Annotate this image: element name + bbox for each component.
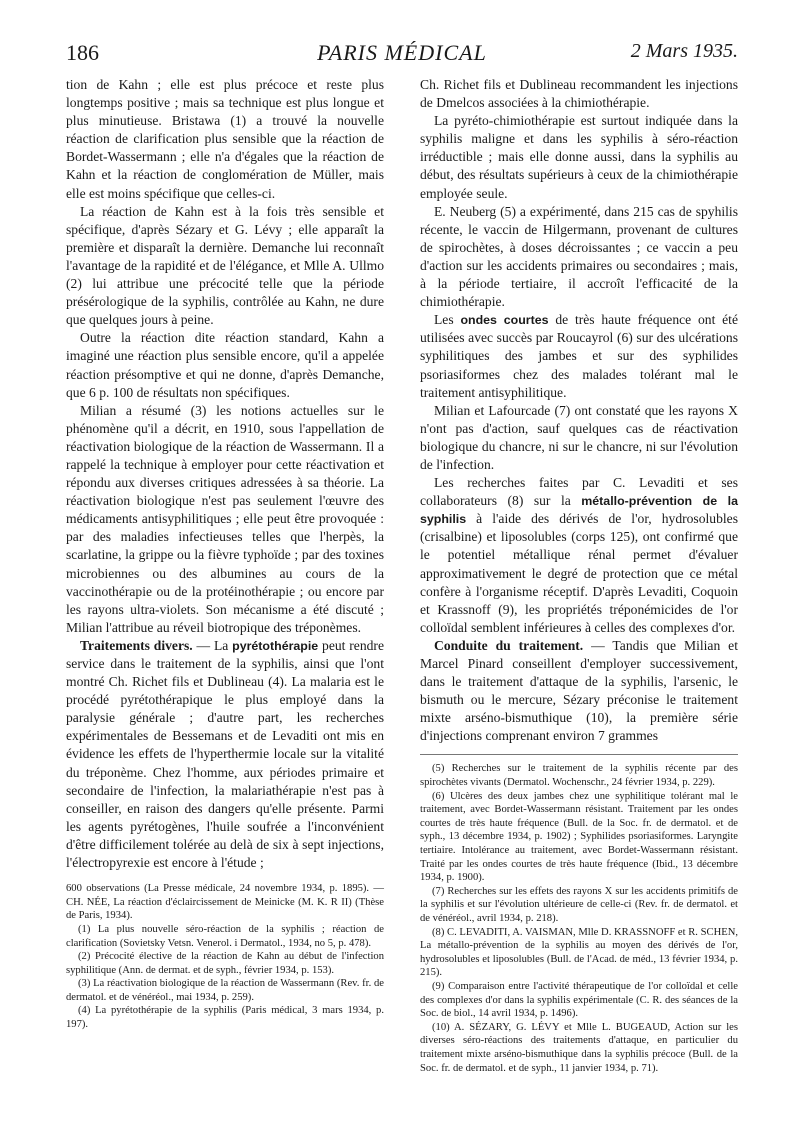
footnote: (2) Précocité élective de la réaction de Kahn au début de l'infection syphilitique (Ann. de dermat. et de syph., février 1934, p. 153). [66, 951, 384, 976]
footnote: (3) La réactivation biologique de la réaction de Wassermann (Rev. fr. de dermatol. et de vénéréol., mai 1934, p. 259). [66, 978, 384, 1003]
section-heading: Traitements divers. [80, 637, 193, 653]
footnotes [66, 882, 384, 1032]
section-heading: Conduite du traitement. [434, 637, 584, 653]
key-term: pyrétothérapie [232, 638, 319, 653]
paragraph: Conduite du traitement. — Tandis que Milian et Marcel Pinard conseillent d'employer successivement, dans le traitement d'attaque de la syphilis, l'arsenic, le bismuth ou le mercure, Sézary préconise le traitement mixte arséno-bismuthique (10), la première série d'injections comprenant environ 7 grammes [420, 637, 738, 744]
paragraph: Les recherches faites par C. Levaditi et ses collaborateurs (8) sur la métallo-prévention de la syphilis à l'aide des dérivés de l'or, hydrosolubles (crisalbine) et liposolubles (corps 125), ont confirmé que le potentiel métallique rénal permet d'évaluer approximativement le degré de protection que ce métal confère à l'organisme réceptif. D'après Levaditi, Coquoin et Krassnoff (9), les propriétés tréponémicides de l'or colloïdal semblent inférieures à celles des complexes d'or. [420, 475, 738, 635]
footnote: (5) Recherches sur le traitement de la syphilis récente par des spirochètes vivants (Dermatol. Wochenschr., 24 février 1934, p. 229). [420, 763, 738, 789]
footnote: (9) Comparaison entre l'activité thérapeutique de l'or colloïdal et celle des complexes d'or dans la syphilis expérimentale (C. R. des séances de la Soc. de biol., 14 avril 1934, p. 1496). [420, 980, 738, 1020]
footnote: (1) La plus nouvelle séro-réaction de la syphilis ; réaction de clarification (Sovietsky Vetsn. Venerol. i Dermatol., 1934, no 5, p. 478). [66, 923, 384, 949]
page-number: 186 [66, 40, 99, 65]
paragraph: La pyréto-chimiothérapie est surtout indiquée dans la syphilis maligne et dans les syphilis à séro-réaction irréductible ; mais elle donne aussi, dans la syphilis au début, des résultats supérieurs à ceux de la chimiothérapie employée seule. [420, 113, 738, 201]
right-column [420, 76, 738, 1075]
footnotes [420, 762, 738, 1075]
footnote: (8) C. LEVADITI, A. VAISMAN, Mlle D. KRASSNOFF et R. SCHEN, La métallo-prévention de la syphilis au moyen des dérivés de l'or, hydrosolubles et liposolubles (Bull. de l'Acad. de méd., 13 février 1934, p. 215). [420, 926, 738, 979]
paragraph: Les ondes courtes de très haute fréquence ont été utilisées avec succès par Roucayrol (6) sur des ulcérations syphilitiques des jambes et sur des syphilides psoriasiformes chez des malades tolérant mal le traitement antisyphilitique. [420, 312, 738, 400]
paragraph: Milian et Lafourcade (7) ont constaté que les rayons X n'ont pas d'action, sauf quelques cas de réactivation biologique du chancre, ni sur le chancre, ni sur l'évolution de l'infection. [420, 402, 738, 472]
footnote-divider [420, 754, 738, 755]
footnote: (6) Ulcères des deux jambes chez une syphilitique tolérant mal le traitement, avec Bordet-Wassermann résistant. Traitement par les ondes courtes de très haute fréquence (Bull. de la Soc. fr. de dermatol. et de syph., 13 décembre 1934, p. 1902) ; Syphilides psoriasiformes. Laryngite tertiaire. Intolérance au traitement, avec Bordet-Wassermann résistant. Traité par les ondes courtes de très haute fréquence (Ibid., 13 décembre 1934, p. 1900). [420, 790, 738, 884]
journal-title: PARIS MÉDICAL [317, 40, 487, 65]
footnote: 600 observations (La Presse médicale, 24 novembre 1934, p. 1895). — CH. NÉE, La réaction d'éclaircissement de Meinicke (M. K. R II) (Thèse de Paris, 1934). [66, 883, 384, 922]
paragraph: Outre la réaction dite réaction standard, Kahn a imaginé une réaction plus sensible encore, qu'il a appelée réaction présomptive et qui ne donne, d'après Demanche, que 6 p. 100 de résultats non spécifiques. [66, 330, 384, 400]
key-term: métallo-prévention de la syphilis [420, 494, 738, 527]
key-term: ondes courtes [460, 313, 549, 328]
paragraph: E. Neuberg (5) a expérimenté, dans 215 cas de spyhilis récente, le vaccin de Hilgermann, provenant de cultures de spirochètes, à doses décroissantes ; ce vaccin a peu d'action sur les accidents primaires ou secondaires ; mais, à la période tertiaire, il accroît l'efficacité de la chimiothérapie. [420, 203, 738, 310]
footnote: (4) La pyrétothérapie de la syphilis (Paris médical, 3 mars 1934, p. 197). [66, 1005, 384, 1031]
page-header [66, 40, 738, 68]
paragraph: Traitements divers. — La pyrétothérapie peut rendre service dans le traitement de la syphilis, ainsi que l'ont montré Ch. Richet fils et Dublineau (4). La malaria est le procédé pyrétothérapique le plus employé dans la paralysie générale ; d'autre part, les recherches expérimentales de Bessemans et de Levaditi ont mis en évidence les effets de l'hyperthermie locale sur la vitalité du tréponème. Chez l'homme, aux périodes primaire et secondaire de l'infection, la malariathérapie n'est pas à conseiller, en raison des dangers qu'elle présente. Parmi les agents pyrétogènes, l'huile soufrée a l'inconvénient d'être difficilement tolérée au delà de six à sept injections, l'électropyrexie est encore à l'étude ; [66, 637, 384, 871]
paragraph: tion de Kahn ; elle est plus précoce et reste plus longtemps positive ; mais sa technique est plus longue et plus minutieuse. Bristawa (1) a trouvé la nouvelle réaction de clarification plus sensible que la réaction de Bordet-Wassermann ; elle n'a d'égales que la réaction de Kahn et la réaction de conglomération de Müller, mais elle est moins spécifique que celles-ci. [66, 77, 384, 201]
footnote: (10) A. SÉZARY, G. LÉVY et Mlle L. BUGEAUD, Action sur les diverses séro-réactions des traitements d'attaque, en particulier du traitement mixte arséno-bismuthique dans la syphilis précoce (Bull. de la Soc. fr. de dermatol. et de syph., 11 janvier 1934, p. 71). [420, 1021, 738, 1074]
paragraph: La réaction de Kahn est à la fois très sensible et spécifique, d'après Sézary et G. Lévy ; elle apparaît la première et disparaît la dernière. Demanche lui reconnaît l'avantage de la rapidité et de l'élégance, et Mlle A. Ullmo (2) lui attribue une précocité telle que la période présérologique de la syphilis, contrôlée au Kahn, ne dure que quelques jours à peine. [66, 203, 384, 328]
paragraph: Ch. Richet fils et Dublineau recommandent les injections de Dmelcos associées à la chimiothérapie. [420, 77, 738, 111]
paragraph: Milian a résumé (3) les notions actuelles sur le phénomène qu'il a décrit, en 1910, sous l'appellation de réactivation biologique de la réaction de Wassermann. Il a rappelé la technique à employer pour cette réactivation et répondu aux diverses critiques adressées à sa théorie. La réactivation biologique n'est pas seulement l'œuvre des médicaments antisyphilitiques ; elle peut être provoquée : par des maladies infectieuses telles que l'herpès, la scarlatine, la grippe ou la fièvre typhoïde ; par des toxines microbiennes ou des albumines au cours de la vaccinothérapie ou de la protéinothérapie ; ou encore par les rayons ultra-violets. Son mécanisme a été discuté ; Milian l'attribue au réveil biotropique des tréponèmes. [66, 402, 384, 635]
footnote: (7) Recherches sur les effets des rayons X sur les accidents primitifs de la syphilis et sur l'évolution ultérieure de celle-ci (Rev. fr. de dermatol. et de vénéréol., avril 1934, p. 218). [420, 885, 738, 924]
issue-date: 2 Mars 1935. [630, 40, 738, 62]
left-column [66, 76, 384, 1032]
